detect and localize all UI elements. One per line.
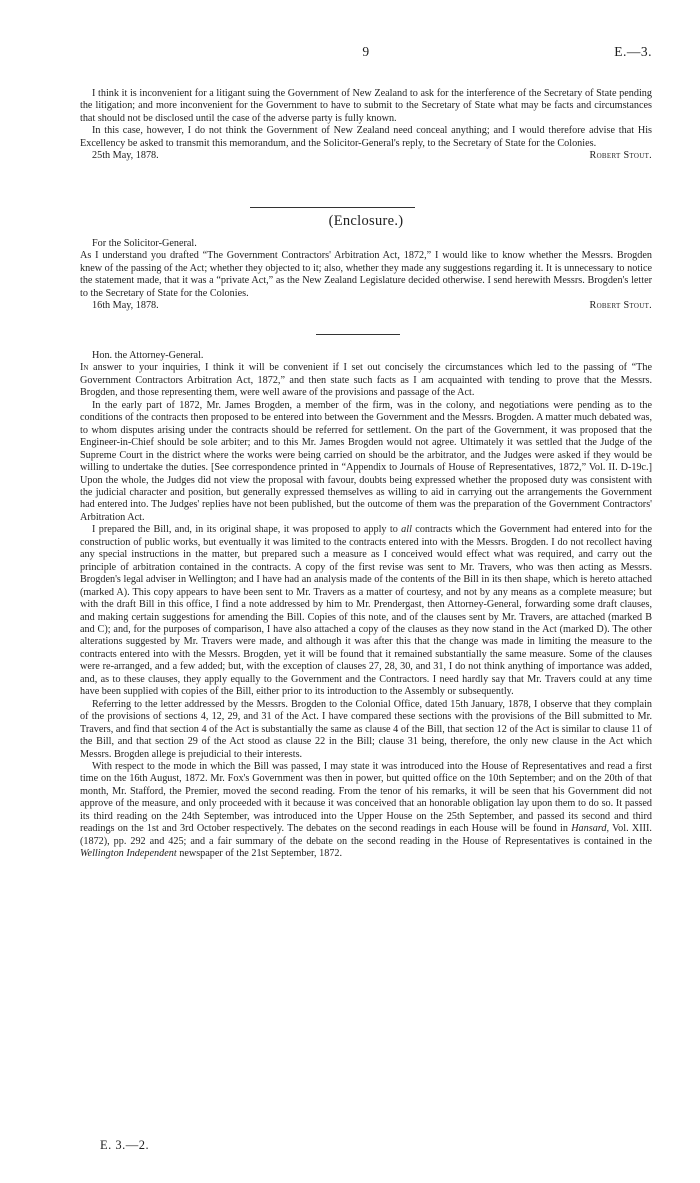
reply-paragraph-3	[80, 524, 652, 698]
enclosure-signature-line	[80, 300, 652, 312]
footer-signature-mark: E. 3.—2.	[100, 1138, 150, 1152]
enclosure-section	[80, 238, 652, 313]
newspaper-title: Wellington Independent	[80, 848, 177, 860]
reply-section	[80, 350, 652, 861]
opinion-section	[80, 88, 652, 163]
reply-paragraph-4: Referring to the letter addressed by the Messrs. Brogden to the Colonial Office, dated 15th January, 1878, I observe that they complain of the provisions of sections 4, 12, 29, and 31 of the Act. I have compared these sections with the provisions of the Bill submitted to Mr. Travers, and find that section 4 of the Act is substantially the same as clause 4 of the Bill, that section 12 of the Act is similar to clause 11 of the Bill, and that section 29 of the Act stood as clause 22 in the Bill; clause 31 being, therefore, the only new clause in the Act which Messrs. Brogden allege is prejudicial to their interests.	[80, 698, 652, 760]
document-reference: E.—3.	[614, 44, 652, 59]
reply-addressee: Hon. the Attorney-General.	[92, 350, 204, 361]
reply-paragraph-5	[80, 761, 652, 861]
enclosure-body: As I understand you drafted “The Government Contractors' Arbitration Act, 1872,” I would like to know whether the Messrs. Brogden knew of the passing of the Act; whether they objected to it; also, whether they made any suggestions regarding it. It is unnecessary to notice the statement made, that it was a “private Act,” as the New Zealand Legislature decided otherwise. I send herewith Messrs. Brogden's letter to the Secretary of State for the Colonies.	[80, 250, 652, 299]
enclosure-heading: (Enclosure.)	[328, 213, 404, 229]
reply-paragraph-1-text: answer to your inquiries, I think it will be convenient if I set out concisely the circumstances which led to the passing of “The Government Contractors Arbitration Act, 1872,” and then state such facts as I am acquainted with tending to prove that the Messrs. Brogden, and those representing them, were well aware of the provisions and passage of the Act.	[80, 362, 653, 399]
opinion-signature: Robert Stout.	[589, 150, 652, 162]
reply-paragraph-3-emphasis: all	[401, 524, 412, 536]
page-header	[80, 44, 652, 64]
hansard-citation: Hansard,	[571, 823, 610, 835]
short-divider	[316, 334, 400, 335]
opinion-date: 25th May, 1878.	[92, 150, 159, 162]
opinion-paragraph-1: I think it is inconvenient for a litigant suing the Government of New Zealand to ask for the interference of the Secretary of State pending the litigation; and more inconvenient for the Government to have to submit to the Secretary of State what may be facts and circumstances that should not be disclosed until the case of the adverse party is fully known.	[80, 88, 652, 124]
reply-paragraph-5-part-b: Vol. XIII. (1872), pp. 292 and 425; and a fair summary of the debate on the second reading in the House of Representatives is contained in the	[80, 823, 652, 847]
page-number: 9	[362, 44, 370, 59]
enclosure-signature: Robert Stout.	[589, 300, 652, 312]
enclosure-date: 16th May, 1878.	[92, 300, 159, 312]
reply-paragraph-5-part-a: With respect to the mode in which the Bill was passed, I may state it was introduced into the House of Representatives and read a first time on the 16th August, 1872. Mr. Fox's Government was then in power, but quitted office on the 10th September; and on the 20th of that month, Mr. Stafford, the Premier, moved the second reading. From the tenor of his remarks, it will be seen that his Government did not approve of the measure, and only proceeded with it because it was conceived that an honorable obligation lay upon them to do so. It passed its third reading on the 24th September, was introduced into the Upper House on the 25th September, and passed its second and third readings on the 1st and 3rd October respectively. The debates on the second readings in each House will be found in	[80, 760, 652, 835]
reply-paragraph-3-part-b: contracts which the Government had entered into for the construction of public works, but eventually it was limited to the contracts entered into with the Messrs. Brogden. I do not recollect having any special instructions in the matter, but prepared such a measure as I conceived would effect what was required, and carry out the principle of arbitration contained in the contracts. A copy of the first revise was sent to Mr. Travers, who was then acting as Messrs. Brogden's legal adviser in Wellington; and I have had an analysis made of the contents of the Bill in its then shape, which is hereto attached (marked A). This copy appears to have been sent to Mr. Travers as a matter of courtesy, and not by any means as a complete measure; but with the draft Bill in this office, I find a note addressed by him to Mr. Prendergast, then Attorney-General, forwarding some draft clauses, and making certain suggestions for amending the Bill. Copies of this note, and of the clauses sent by Mr. Travers, are attached (marked B and C); and, for the purposes of comparison, I have also attached a copy of the clauses as they now stand in the Act (marked D). The other alterations suggested by Mr. Travers were made, and although it was after this that the change was made in limiting the measure to the contracts entered into with the Messrs. Brogden, yet it will be found that it remained substantially the same measure. Some of the clauses were re-arranged, and a few added; but, with the exception of clauses 27, 28, 30, and 31, I do not think anything of importance was added, and, as to these clauses, they apply equally to the Government and the Contractors. I need hardly say that Mr. Travers could at any time have been supplied with copies of the Bill, either prior to its introduction to the Assembly or subsequently.	[80, 524, 653, 698]
section-divider	[250, 207, 415, 208]
reply-paragraph-2: In the early part of 1872, Mr. James Brogden, a member of the firm, was in the colony, and negotiations were pending as to the conditions of the contracts then proposed to be entered into between the Government and the Messrs. Brogden. A matter much debated was, to whom disputes arising under the contracts should be referred for settlement. On the part of the Government, it was proposed that the Engineer-in-Chief should be sole arbiter; and to this Mr. James Brogden would not agree. Ultimately it was settled that the Judge of the Supreme Court in the district where the works were being carried on should be the arbitrator, and the Judges were asked if they would be willing to undertake the duties. [See correspondence printed in “Appendix to Journals of House of Representatives, 1872,” Vol. II. D-19c.] Upon the whole, the Judges did not view the proposal with favour, doubts being expressed whether the proposed duty was consistent with the judicial character and position, but generally expressed themselves as willing to aid in carrying out the arrangements the Government had entered into. The Judges' replies have not been published, but the outcome of them was the preparation of the Government Contractors' Arbitration Act.	[80, 399, 652, 523]
opinion-signature-line	[80, 150, 652, 162]
enclosure-addressee: For the Solicitor-General.	[92, 238, 197, 249]
opinion-paragraph-2: In this case, however, I do not think the Government of New Zealand need conceal anything; and I would therefore advise that His Excellency be asked to transmit this memorandum, and the Solicitor-General's reply, to the Secretary of State for the Colonies.	[80, 125, 652, 149]
reply-paragraph-1	[80, 362, 652, 399]
reply-lead-word: In	[80, 362, 89, 374]
reply-paragraph-5-part-c: newspaper of the 21st September, 1872.	[179, 848, 343, 860]
reply-paragraph-3-part-a: I prepared the Bill, and, in its original shape, it was proposed to apply to	[92, 524, 398, 536]
